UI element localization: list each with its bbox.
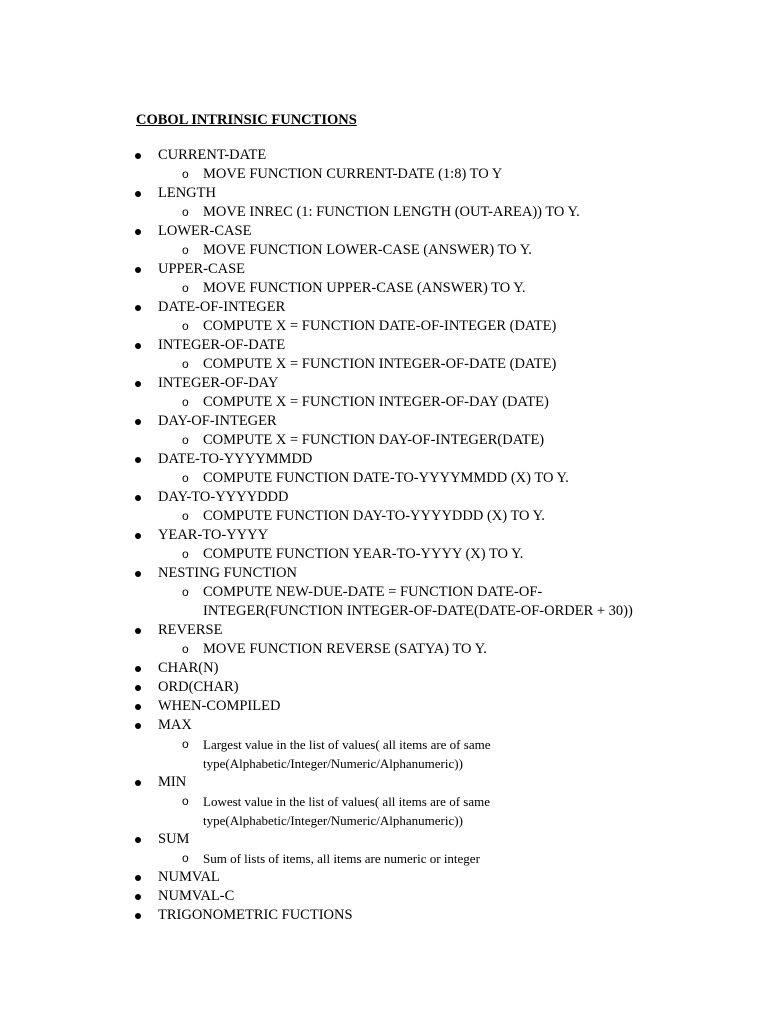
circle-bullet-icon: o <box>182 433 189 447</box>
function-name: NUMVAL-C <box>158 888 235 904</box>
circle-bullet-icon: o <box>182 737 189 751</box>
function-name: INTEGER-OF-DAY <box>158 375 279 391</box>
sub-list <box>0 735 768 773</box>
function-name: DAY-TO-YYYYDDD <box>158 489 289 505</box>
list-item <box>0 374 768 412</box>
circle-bullet-icon: o <box>182 547 189 561</box>
list-item-line <box>0 412 768 431</box>
function-example: MOVE FUNCTION LOWER-CASE (ANSWER) TO Y. <box>203 242 532 258</box>
bullet-icon <box>135 723 141 729</box>
sub-list <box>0 792 768 830</box>
list-item <box>0 906 768 925</box>
bullet-icon <box>135 913 141 919</box>
function-name: CHAR(N) <box>158 660 219 676</box>
list-item-line <box>0 906 768 925</box>
list-item <box>0 222 768 260</box>
function-example: Lowest value in the list of values( all items are of same type(Alphabetic/Integer/Numeric/Alphanumeric)) <box>203 794 490 828</box>
list-item-line <box>0 830 768 849</box>
list-item-line <box>0 298 768 317</box>
bullet-icon <box>135 343 141 349</box>
sub-list-item <box>0 241 673 260</box>
list-item <box>0 678 768 697</box>
function-name: WHEN-COMPILED <box>158 698 281 714</box>
list-item-line <box>0 716 768 735</box>
list-item-line <box>0 260 768 279</box>
list-item <box>0 184 768 222</box>
bullet-icon <box>135 704 141 710</box>
sub-list-item <box>0 507 673 526</box>
sub-list <box>0 640 768 659</box>
sub-list <box>0 279 768 298</box>
list-item-line <box>0 678 768 697</box>
list-item <box>0 336 768 374</box>
circle-bullet-icon: o <box>182 471 189 485</box>
list-item-line <box>0 659 768 678</box>
function-example: MOVE FUNCTION UPPER-CASE (ANSWER) TO Y. <box>203 280 526 296</box>
bullet-icon <box>135 305 141 311</box>
bullet-icon <box>135 837 141 843</box>
function-name: TRIGONOMETRIC FUCTIONS <box>158 907 353 923</box>
sub-list <box>0 469 768 488</box>
bullet-icon <box>135 533 141 539</box>
list-item <box>0 697 768 716</box>
list-item <box>0 146 768 184</box>
function-example: COMPUTE X = FUNCTION INTEGER-OF-DAY (DATE) <box>203 394 549 410</box>
function-example: COMPUTE FUNCTION DATE-TO-YYYYMMDD (X) TO Y. <box>203 470 569 486</box>
list-item-line <box>0 697 768 716</box>
list-item-line <box>0 621 768 640</box>
function-name: DATE-OF-INTEGER <box>158 299 286 315</box>
function-example: MOVE INREC (1: FUNCTION LENGTH (OUT-AREA)) TO Y. <box>203 204 580 220</box>
list-item-line <box>0 526 768 545</box>
circle-bullet-icon: o <box>182 243 189 257</box>
bullet-icon <box>135 191 141 197</box>
list-item <box>0 830 768 868</box>
document-title: COBOL INTRINSIC FUNCTIONS <box>136 112 357 128</box>
circle-bullet-icon: o <box>182 794 189 808</box>
list-item-line <box>0 488 768 507</box>
sub-list-item <box>0 355 673 374</box>
sub-list <box>0 317 768 336</box>
list-item <box>0 659 768 678</box>
circle-bullet-icon: o <box>182 585 189 599</box>
list-item <box>0 412 768 450</box>
sub-list <box>0 203 768 222</box>
circle-bullet-icon: o <box>182 319 189 333</box>
bullet-icon <box>135 780 141 786</box>
list-item-line <box>0 868 768 887</box>
list-item <box>0 887 768 906</box>
bullet-icon <box>135 571 141 577</box>
list-item <box>0 621 768 659</box>
list-item-line <box>0 336 768 355</box>
sub-list-item <box>0 393 673 412</box>
list-item <box>0 450 768 488</box>
sub-list-item <box>0 545 673 564</box>
circle-bullet-icon: o <box>182 205 189 219</box>
bullet-icon <box>135 875 141 881</box>
list-item-line <box>0 146 768 165</box>
sub-list-item <box>0 203 673 222</box>
sub-list <box>0 241 768 260</box>
list-item-line <box>0 184 768 203</box>
function-name: INTEGER-OF-DATE <box>158 337 286 353</box>
sub-list-item <box>0 469 673 488</box>
function-name: NESTING FUNCTION <box>158 565 297 581</box>
bullet-icon <box>135 666 141 672</box>
function-name: LENGTH <box>158 185 216 201</box>
bullet-icon <box>135 419 141 425</box>
function-example: COMPUTE FUNCTION YEAR-TO-YYYY (X) TO Y. <box>203 546 524 562</box>
list-item <box>0 868 768 887</box>
list-item-line <box>0 222 768 241</box>
function-name: YEAR-TO-YYYY <box>158 527 269 543</box>
sub-list <box>0 545 768 564</box>
function-example: MOVE FUNCTION CURRENT-DATE (1:8) TO Y <box>203 166 503 182</box>
bullet-icon <box>135 153 141 159</box>
list-item <box>0 526 768 564</box>
list-item <box>0 716 768 773</box>
function-example: MOVE FUNCTION REVERSE (SATYA) TO Y. <box>203 641 487 657</box>
sub-list-item <box>0 165 673 184</box>
list-item <box>0 773 768 830</box>
sub-list-item <box>0 279 673 298</box>
list-item <box>0 298 768 336</box>
circle-bullet-icon: o <box>182 281 189 295</box>
function-name: UPPER-CASE <box>158 261 246 277</box>
list-item <box>0 488 768 526</box>
sub-list <box>0 165 768 184</box>
function-list <box>0 146 768 925</box>
sub-list-item <box>0 431 673 450</box>
function-example: COMPUTE NEW-DUE-DATE = FUNCTION DATE-OF-INTEGER(FUNCTION INTEGER-OF-DATE(DATE-OF-ORDER + 30)) <box>203 584 633 619</box>
function-name: ORD(CHAR) <box>158 679 239 695</box>
circle-bullet-icon: o <box>182 357 189 371</box>
function-name: MAX <box>158 717 192 733</box>
bullet-icon <box>135 381 141 387</box>
sub-list-item <box>0 640 673 659</box>
function-example: Largest value in the list of values( all items are of same type(Alphabetic/Integer/Numeric/Alphanumeric)) <box>203 737 491 771</box>
sub-list <box>0 507 768 526</box>
bullet-icon <box>135 495 141 501</box>
function-name: DAY-OF-INTEGER <box>158 413 277 429</box>
circle-bullet-icon: o <box>182 642 189 656</box>
bullet-icon <box>135 229 141 235</box>
sub-list-item <box>0 849 673 868</box>
sub-list-item <box>0 583 673 621</box>
bullet-icon <box>135 267 141 273</box>
function-name: LOWER-CASE <box>158 223 252 239</box>
sub-list-item <box>0 735 673 773</box>
list-item-line <box>0 887 768 906</box>
circle-bullet-icon: o <box>182 167 189 181</box>
sub-list <box>0 849 768 868</box>
sub-list <box>0 583 768 621</box>
sub-list-item <box>0 792 673 830</box>
list-item-line <box>0 773 768 792</box>
list-item-line <box>0 564 768 583</box>
list-item <box>0 564 768 621</box>
bullet-icon <box>135 628 141 634</box>
list-item <box>0 260 768 298</box>
sub-list-item <box>0 317 673 336</box>
sub-list <box>0 431 768 450</box>
list-item-line <box>0 450 768 469</box>
function-name: MIN <box>158 774 187 790</box>
function-example: Sum of lists of items, all items are numeric or integer <box>203 851 480 866</box>
bullet-icon <box>135 685 141 691</box>
function-example: COMPUTE FUNCTION DAY-TO-YYYYDDD (X) TO Y. <box>203 508 545 524</box>
bullet-icon <box>135 457 141 463</box>
function-name: REVERSE <box>158 622 223 638</box>
list-item-line <box>0 374 768 393</box>
circle-bullet-icon: o <box>182 395 189 409</box>
sub-list <box>0 393 768 412</box>
function-name: DATE-TO-YYYYMMDD <box>158 451 313 467</box>
function-example: COMPUTE X = FUNCTION DATE-OF-INTEGER (DATE) <box>203 318 557 334</box>
function-name: CURRENT-DATE <box>158 147 267 163</box>
function-name: SUM <box>158 831 190 847</box>
bullet-icon <box>135 894 141 900</box>
function-example: COMPUTE X = FUNCTION INTEGER-OF-DATE (DATE) <box>203 356 557 372</box>
circle-bullet-icon: o <box>182 851 189 865</box>
sub-list <box>0 355 768 374</box>
circle-bullet-icon: o <box>182 509 189 523</box>
function-name: NUMVAL <box>158 869 220 885</box>
function-example: COMPUTE X = FUNCTION DAY-OF-INTEGER(DATE) <box>203 432 545 448</box>
